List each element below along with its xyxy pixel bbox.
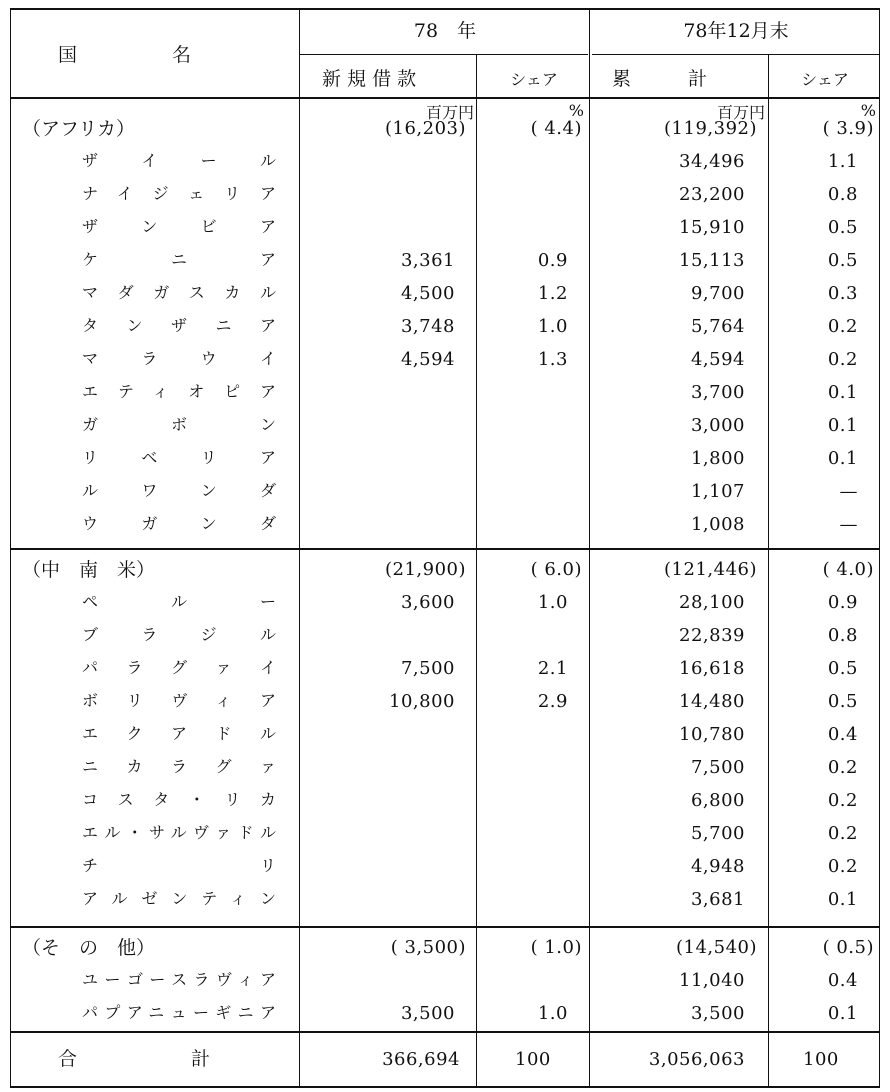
cumulative-value: 4,948 bbox=[690, 856, 745, 877]
section-cumulative-share: ( 4.0) bbox=[822, 559, 874, 580]
cumulative-share-value: 0.3 bbox=[827, 283, 858, 304]
cumulative-value: 1,008 bbox=[690, 514, 745, 535]
rule-after-africa bbox=[10, 548, 880, 550]
cumulative-value: 23,200 bbox=[679, 184, 745, 205]
cumulative-header: 累 計 bbox=[612, 68, 708, 90]
cumulative-share-value: 0.1 bbox=[827, 382, 858, 403]
year-group-header: 78 年 bbox=[413, 20, 477, 42]
new-loans-value: 3,748 bbox=[400, 316, 455, 337]
new-loans-value: 3,500 bbox=[400, 1003, 455, 1024]
section-cumulative-share: ( 0.5) bbox=[822, 937, 874, 958]
new-loans-value: 4,594 bbox=[400, 349, 455, 370]
cumulative-value: 6,800 bbox=[690, 790, 745, 811]
country-name: ザ イ ー ル bbox=[82, 151, 276, 170]
country-name: ケ ニ ア bbox=[82, 250, 276, 269]
section-title: （中 南 米） bbox=[22, 559, 156, 581]
country-name: ニカラグァ bbox=[82, 757, 276, 776]
new-loans-value: 3,361 bbox=[400, 250, 455, 271]
new-loans-value: 7,500 bbox=[400, 658, 455, 679]
cumulative-value: 3,700 bbox=[690, 382, 745, 403]
cumulative-share-value: 0.2 bbox=[827, 349, 858, 370]
cumulative-share-value: 0.4 bbox=[827, 724, 858, 745]
country-name: エティオピア bbox=[82, 382, 276, 401]
country-name: マ ラ ウ イ bbox=[82, 349, 276, 368]
country-name: タ ン ザ ニ ア bbox=[82, 316, 276, 335]
section-cumulative-share: ( 3.9) bbox=[822, 118, 874, 139]
total-cumulative-share: 100 bbox=[803, 1049, 839, 1070]
country-name: パプアニューギニア bbox=[82, 1003, 276, 1022]
cumulative-value: 3,500 bbox=[690, 1003, 745, 1024]
section-new-share: ( 6.0) bbox=[530, 559, 582, 580]
cumulative-share-value: 0.2 bbox=[827, 757, 858, 778]
cumulative-share-value: 0.2 bbox=[827, 856, 858, 877]
section-new-share: ( 4.4) bbox=[530, 118, 582, 139]
country-name: コスタ・リカ bbox=[82, 790, 276, 809]
country-name: ペ ル ー bbox=[82, 592, 276, 611]
rule-after-latin-america bbox=[10, 926, 880, 928]
cumulative-value: 1,800 bbox=[690, 448, 745, 469]
cumulative-value: 14,480 bbox=[679, 691, 745, 712]
cumulative-share-value: — bbox=[839, 481, 858, 502]
cumulative-value: 3,681 bbox=[690, 889, 745, 910]
cumulative-value: 9,700 bbox=[690, 283, 745, 304]
section-cumulative: (119,392) bbox=[664, 118, 757, 139]
header-mid-rule-right bbox=[592, 54, 880, 55]
new-share-value: 1.3 bbox=[537, 349, 568, 370]
country-name: ユーゴースラヴィア bbox=[82, 970, 276, 989]
new-share-value: 1.0 bbox=[537, 316, 568, 337]
new-share-value: 1.2 bbox=[537, 283, 568, 304]
cumulative-share-value: 0.5 bbox=[827, 250, 858, 271]
cumulative-value: 22,839 bbox=[679, 625, 745, 646]
cumulative-share-column-divider bbox=[768, 54, 769, 1088]
cumulative-share-value: 0.5 bbox=[827, 658, 858, 679]
header-bottom-rule bbox=[10, 97, 880, 99]
country-name: ウ ガ ン ダ bbox=[82, 514, 276, 533]
new-loans-header: 新 規 借 款 bbox=[322, 68, 417, 90]
country-name: パラグァイ bbox=[82, 658, 276, 677]
left-border bbox=[10, 8, 11, 1088]
cumulative-value: 5,764 bbox=[690, 316, 745, 337]
cumulative-value: 15,910 bbox=[679, 217, 745, 238]
country-name: ザ ン ビ ア bbox=[82, 217, 276, 236]
country-name: チ リ bbox=[82, 856, 276, 875]
unit-percent: % bbox=[568, 101, 584, 120]
rule-before-total bbox=[10, 1031, 880, 1033]
cumulative-share-value: 0.5 bbox=[827, 217, 858, 238]
cumulative-value: 34,496 bbox=[679, 151, 745, 172]
top-border bbox=[10, 8, 880, 10]
section-new-loans: (21,900) bbox=[384, 559, 466, 580]
new-share-value: 2.9 bbox=[537, 691, 568, 712]
cumulative-share-value: 0.5 bbox=[827, 691, 858, 712]
cumulative-value: 3,000 bbox=[690, 415, 745, 436]
new-loans-value: 10,800 bbox=[389, 691, 455, 712]
cumulative-share-value: 0.1 bbox=[827, 1003, 858, 1024]
country-name: アルゼンティン bbox=[82, 889, 276, 908]
section-new-loans: ( 3,500) bbox=[390, 937, 466, 958]
total-label: 合 計 bbox=[58, 1048, 211, 1070]
new-loans-value: 4,500 bbox=[400, 283, 455, 304]
cumulative-value: 28,100 bbox=[679, 592, 745, 613]
cumulative-value: 5,700 bbox=[690, 823, 745, 844]
country-column-divider bbox=[299, 8, 300, 1088]
total-new-share: 100 bbox=[515, 1049, 551, 1070]
new-share-value: 1.0 bbox=[537, 1003, 568, 1024]
cumulative-value: 16,618 bbox=[679, 658, 745, 679]
cumulative-value: 15,113 bbox=[679, 250, 745, 271]
country-name: ガ ボ ン bbox=[82, 415, 276, 434]
right-border bbox=[879, 8, 880, 1088]
cumulative-share-value: 1.1 bbox=[827, 151, 858, 172]
new-share-column-divider bbox=[476, 54, 477, 1088]
new-share-value: 2.1 bbox=[537, 658, 568, 679]
new-share-header: シェア bbox=[510, 70, 558, 89]
cumulative-share-value: 0.8 bbox=[827, 184, 858, 205]
cumulative-value: 11,040 bbox=[679, 970, 745, 991]
country-name: ボリヴィア bbox=[82, 691, 276, 710]
country-name: ナイジェリア bbox=[82, 184, 276, 203]
cumulative-share-value: — bbox=[839, 514, 858, 535]
section-cumulative: (14,540) bbox=[675, 937, 757, 958]
country-column-header: 国 名 bbox=[58, 44, 192, 66]
cumulative-share-value: 0.9 bbox=[827, 592, 858, 613]
cumulative-value: 7,500 bbox=[690, 757, 745, 778]
cumulative-value: 4,594 bbox=[690, 349, 745, 370]
bottom-border bbox=[10, 1086, 880, 1088]
country-name: マダガスカル bbox=[82, 283, 276, 302]
section-title: （アフリカ） bbox=[22, 118, 136, 140]
cumulative-share-value: 0.1 bbox=[827, 889, 858, 910]
country-name: ル ワ ン ダ bbox=[82, 481, 276, 500]
year-group-divider bbox=[589, 8, 590, 1088]
country-name: ブ ラ ジ ル bbox=[82, 625, 276, 644]
new-share-value: 0.9 bbox=[537, 250, 568, 271]
cumulative-share-value: 0.1 bbox=[827, 415, 858, 436]
total-cumulative: 3,056,063 bbox=[648, 1049, 745, 1070]
cumulative-share-header: シェア bbox=[801, 70, 849, 89]
section-new-loans: (16,203) bbox=[384, 118, 466, 139]
cumulative-share-value: 0.4 bbox=[827, 970, 858, 991]
cumulative-value: 1,107 bbox=[690, 481, 745, 502]
header-mid-rule-left bbox=[300, 54, 588, 55]
section-title: （そ の 他） bbox=[22, 937, 156, 959]
new-loans-value: 3,600 bbox=[400, 592, 455, 613]
cumulative-share-value: 0.2 bbox=[827, 790, 858, 811]
new-share-value: 1.0 bbox=[537, 592, 568, 613]
cumulative-share-value: 0.8 bbox=[827, 625, 858, 646]
country-name: エル・サルヴァドル bbox=[82, 823, 276, 842]
section-new-share: ( 1.0) bbox=[530, 937, 582, 958]
unit-yen-cumulative: 百万円 bbox=[716, 103, 765, 122]
cumulative-share-value: 0.1 bbox=[827, 448, 858, 469]
cumulative-value: 10,780 bbox=[679, 724, 745, 745]
cumulative-group-header: 78年12月末 bbox=[683, 20, 789, 42]
unit-percent-cumulative: % bbox=[860, 101, 876, 120]
cumulative-share-value: 0.2 bbox=[827, 823, 858, 844]
unit-yen: 百万円 bbox=[425, 103, 474, 122]
country-name: リ ベ リ ア bbox=[82, 448, 276, 467]
cumulative-share-value: 0.2 bbox=[827, 316, 858, 337]
total-new-loans: 366,694 bbox=[382, 1049, 460, 1070]
section-cumulative: (121,446) bbox=[664, 559, 757, 580]
country-name: エクアドル bbox=[82, 724, 276, 743]
